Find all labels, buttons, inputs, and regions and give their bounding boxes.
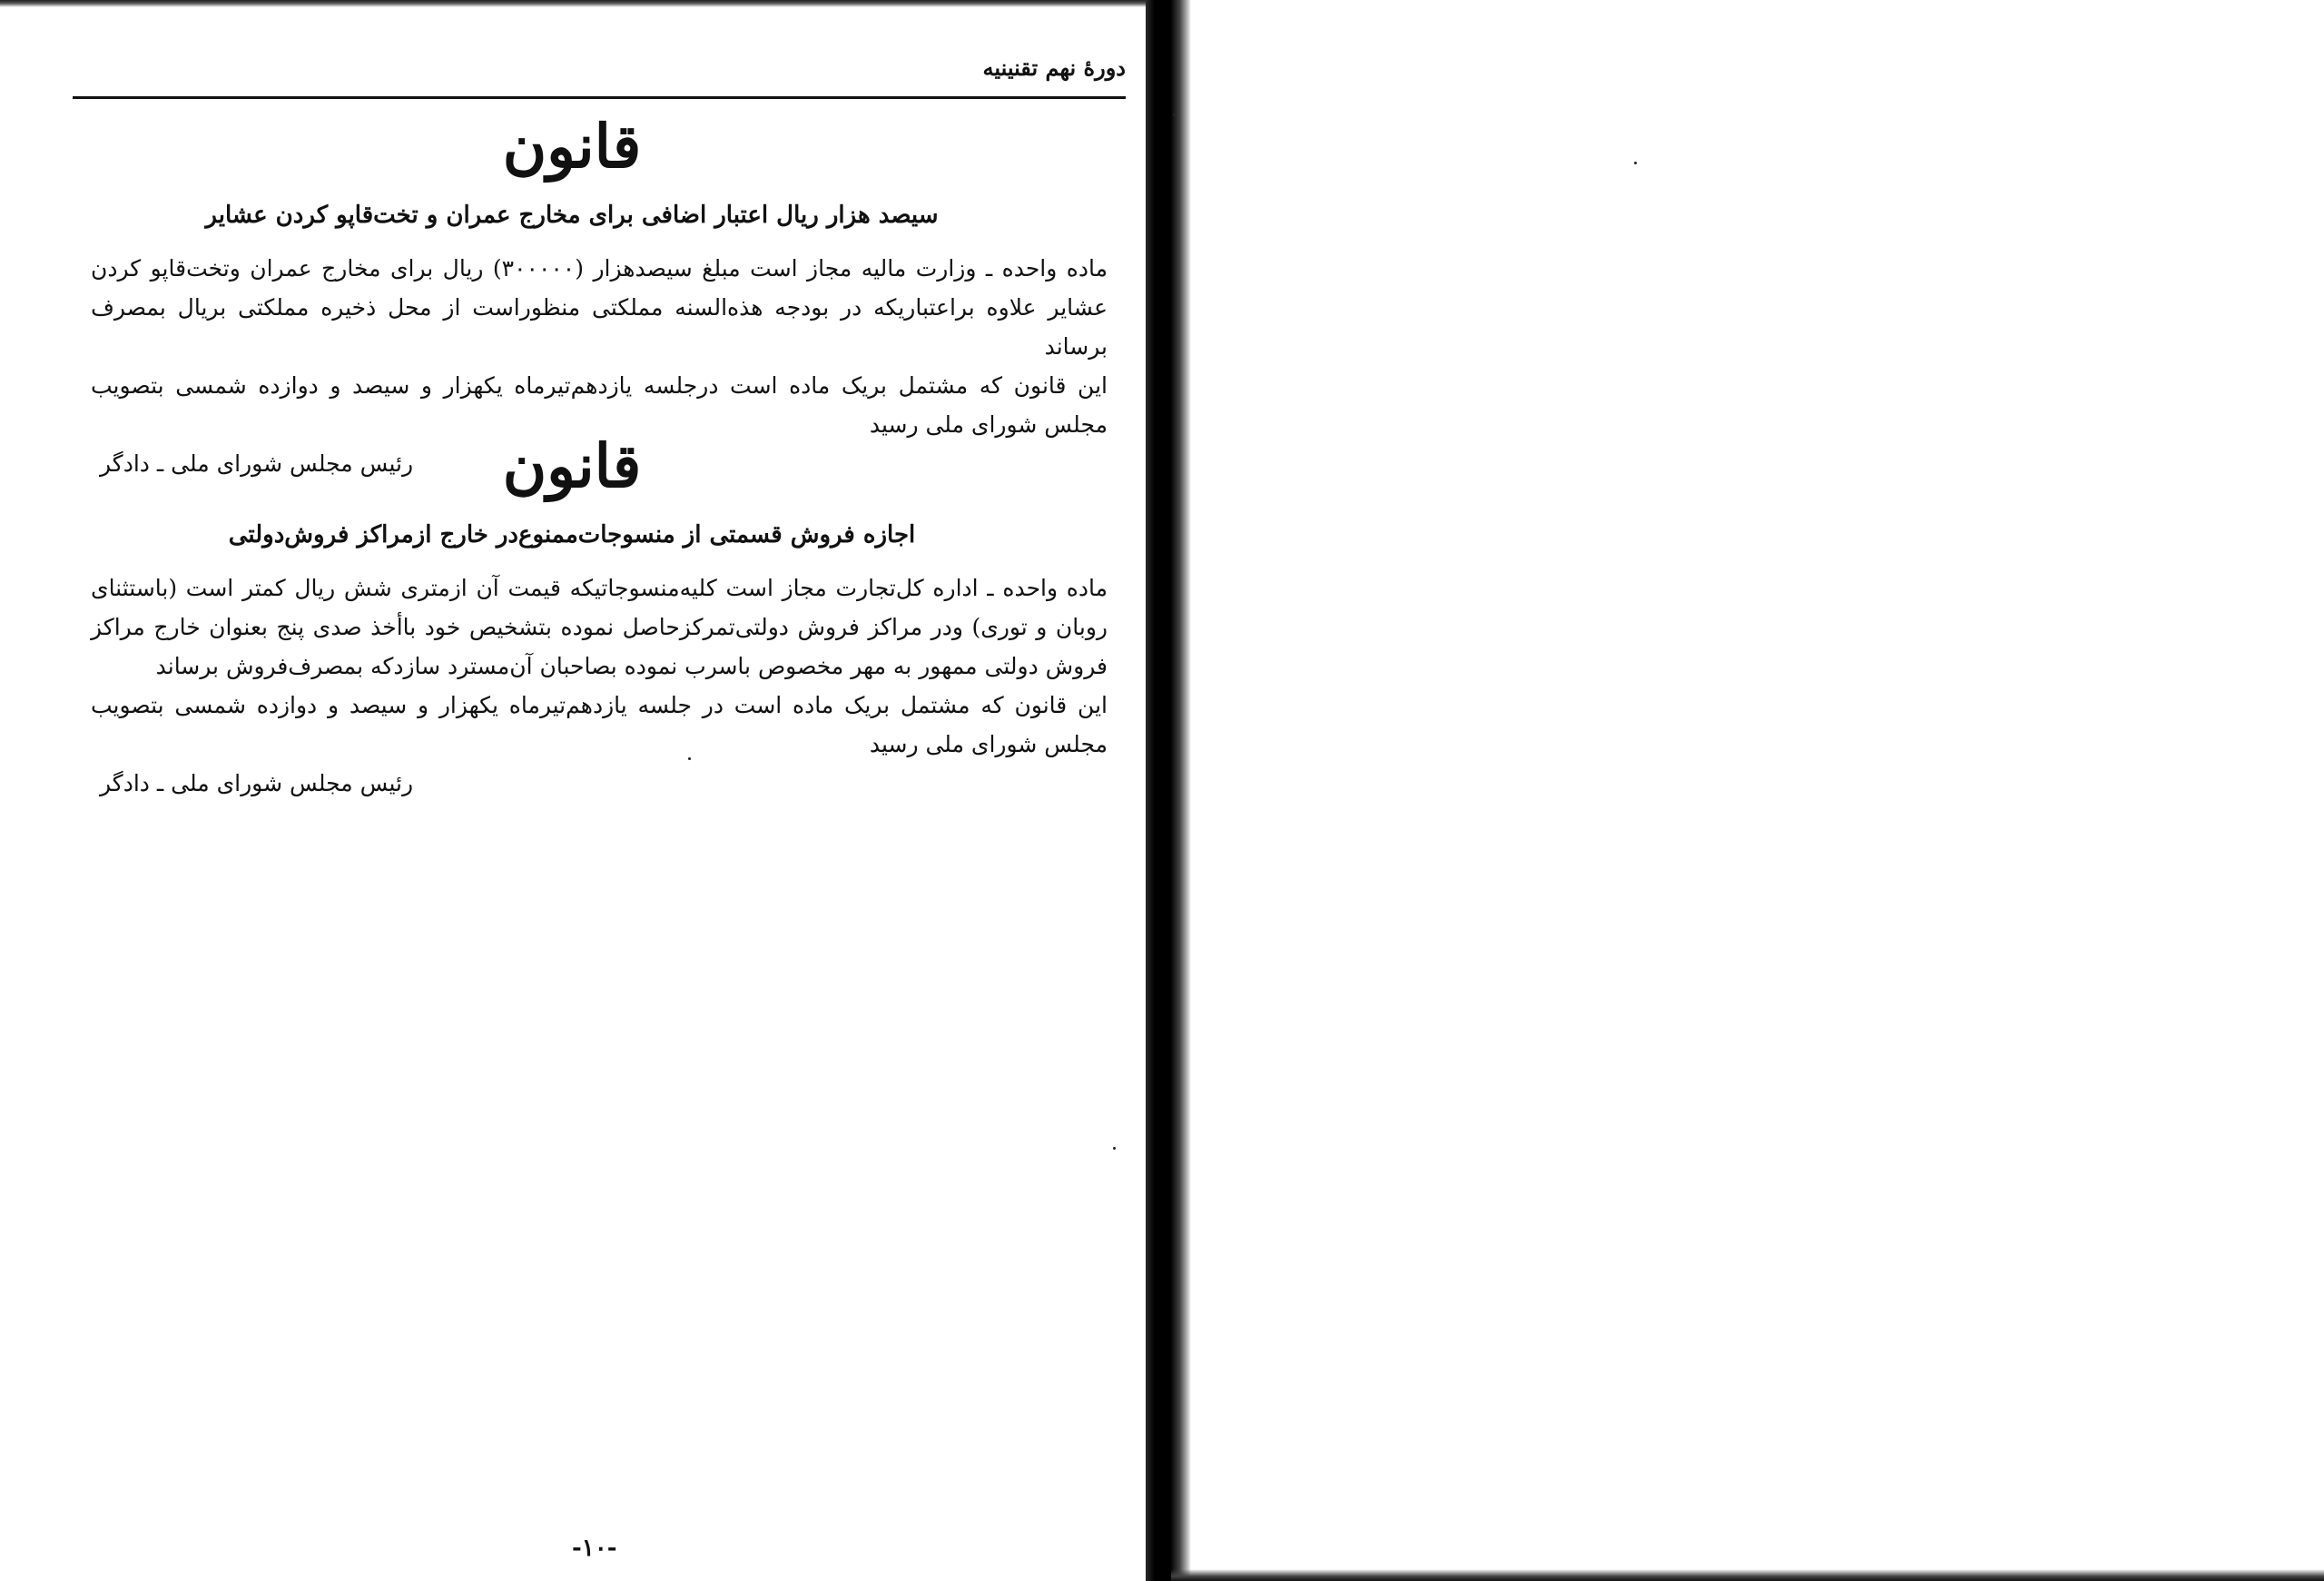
law-signature: رئیس مجلس شورای ملی ـ دادگر <box>100 450 414 477</box>
law-approval: این قانون که مشتمل بریک ماده است در جلسه یازدهم‌تیرماه یکهزار و سیصد و دوازده شمسی بتصویب مجلس شورای ملی رسید <box>91 692 1108 757</box>
running-header: دورهٔ نهم تقنینیه <box>982 54 1126 81</box>
scan-edge-shadow <box>0 0 1153 7</box>
law-subtitle: اجازه فروش قسمتی از منسوجات‌ممنوع‌در خارج ازمراکز فروش‌دولتی <box>228 521 916 548</box>
law-body <box>91 249 1108 444</box>
law-title: قانون <box>502 430 642 501</box>
header-rule <box>73 96 1126 99</box>
left-page <box>73 45 1126 1571</box>
law-article: ماده واحده ـ وزارت مالیه مجاز است مبلغ سیصدهزار (۳۰۰۰۰۰) ریال برای مخارج عمران وتخت‌قاپو کردن عشایر علاوه براعتباریکه در بودجه هذه‌السنه مملکتی منظوراست از محل ذخیره مملکتی بریال بمصرف برساند <box>91 255 1108 360</box>
law-subtitle: سیصد هزار ریال اعتبار اضافی برای مخارج عمران و تخت‌قاپو کردن عشایر <box>205 202 939 229</box>
law-section-2 <box>91 430 1108 803</box>
law-section-1 <box>91 111 1108 483</box>
law-signature: رئیس مجلس شورای ملی ـ دادگر <box>100 770 414 796</box>
law-signature-row <box>91 764 1108 803</box>
book-spine-shadow <box>1146 0 1191 1581</box>
scan-speck <box>1634 162 1637 164</box>
law-title: قانون <box>502 111 642 182</box>
page-number: -۱۰- <box>572 1535 617 1562</box>
page-bottom-shadow <box>1171 1569 2324 1581</box>
law-body <box>91 568 1108 764</box>
law-approval: این قانون که مشتمل بریک ماده است درجلسه یازدهم‌تیرماه یکهزار و سیصد و دوازده شمسی بتصویب مجلس شورای ملی رسید <box>91 372 1108 438</box>
law-article: ماده واحده ـ اداره کل‌تجارت مجاز است کلیه‌منسوجاتیکه قیمت آن ازمتری شش ریال کمتر است (باستثنای روبان و توری) ودر مراکز فروش دولتی‌تمرکزحاصل نموده بتشخیص خود باأخذ صدی پنج بعنوان خارج مراکز فروش دولتی ممهور به مهر مخصوص باسرب نموده بصاحبان آن‌مسترد سازدکه بمصرف‌فروش برساند <box>91 575 1108 679</box>
scan-speck <box>1173 114 1176 116</box>
